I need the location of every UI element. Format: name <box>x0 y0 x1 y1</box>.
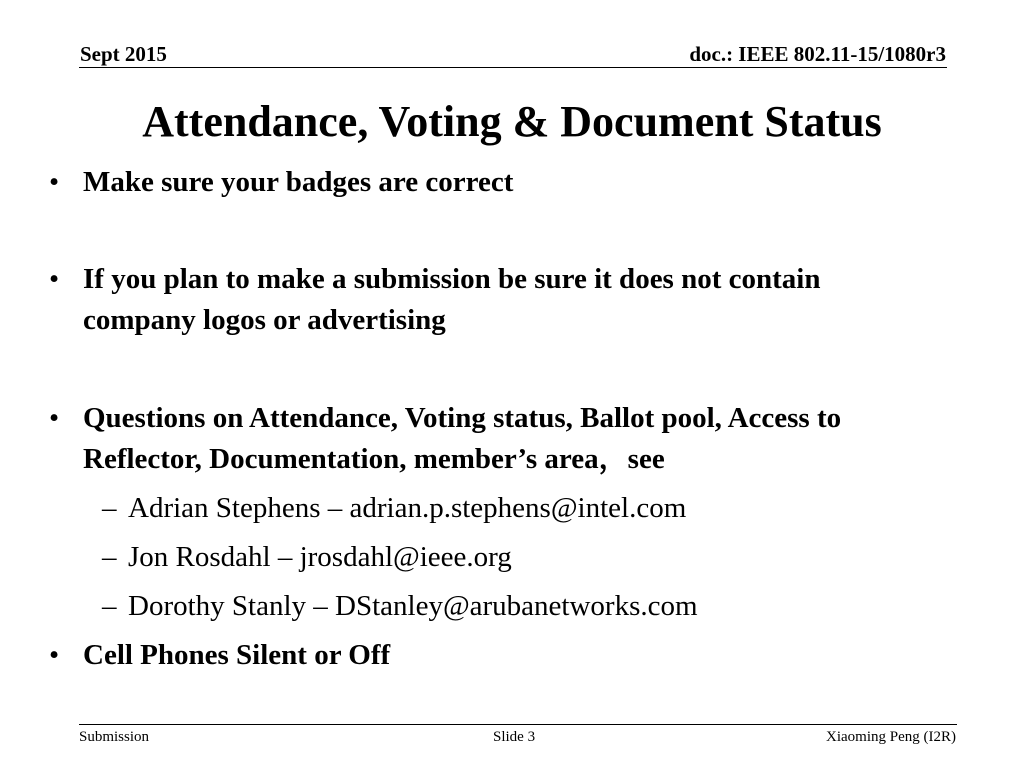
bullet-marker: • <box>49 402 60 434</box>
slide-title: Attendance, Voting & Document Status <box>142 97 882 146</box>
bullet-text-line1: If you plan to make a submission be sure it does not contain <box>83 263 821 295</box>
dash-marker: – <box>102 492 117 524</box>
footer-submission: Submission <box>79 729 150 745</box>
footer-slide-number: Slide 3 <box>493 729 536 745</box>
contact-text: Jon Rosdahl – jrosdahl@ieee.org <box>128 541 512 573</box>
bullet-text: Cell Phones Silent or Off <box>83 639 391 671</box>
dash-marker: – <box>102 541 117 573</box>
contact-jon-rosdahl <box>102 537 988 578</box>
footer-divider <box>79 724 957 725</box>
bullet-questions <box>49 398 983 480</box>
contact-adrian-stephens <box>102 488 988 529</box>
bullet-submission <box>49 259 983 341</box>
bullet-marker: • <box>49 263 60 295</box>
contact-dorothy-stanly <box>102 586 988 627</box>
bullet-marker: • <box>49 166 60 198</box>
header-divider <box>79 67 947 68</box>
bullet-text-line2: Reflector, Documentation, member’s area，see <box>83 443 665 475</box>
footer-author: Xiaoming Peng (I2R) <box>826 729 956 745</box>
bullet-text-line2: company logos or advertising <box>83 304 446 336</box>
bullet-cell-phones <box>49 635 983 676</box>
dash-marker: – <box>102 590 117 622</box>
contact-text: Adrian Stephens – adrian.p.stephens@intel.com <box>128 492 687 524</box>
header-doc-number: doc.: IEEE 802.11-15/1080r3 <box>689 42 946 66</box>
bullet-text-line1: Questions on Attendance, Voting status, Ballot pool, Access to <box>83 402 842 434</box>
bullet-badges <box>49 162 983 203</box>
bullet-text: Make sure your badges are correct <box>83 166 514 198</box>
header-date: Sept 2015 <box>80 42 167 66</box>
bullet-marker: • <box>49 639 60 671</box>
contact-text: Dorothy Stanly – DStanley@arubanetworks.com <box>128 590 698 622</box>
